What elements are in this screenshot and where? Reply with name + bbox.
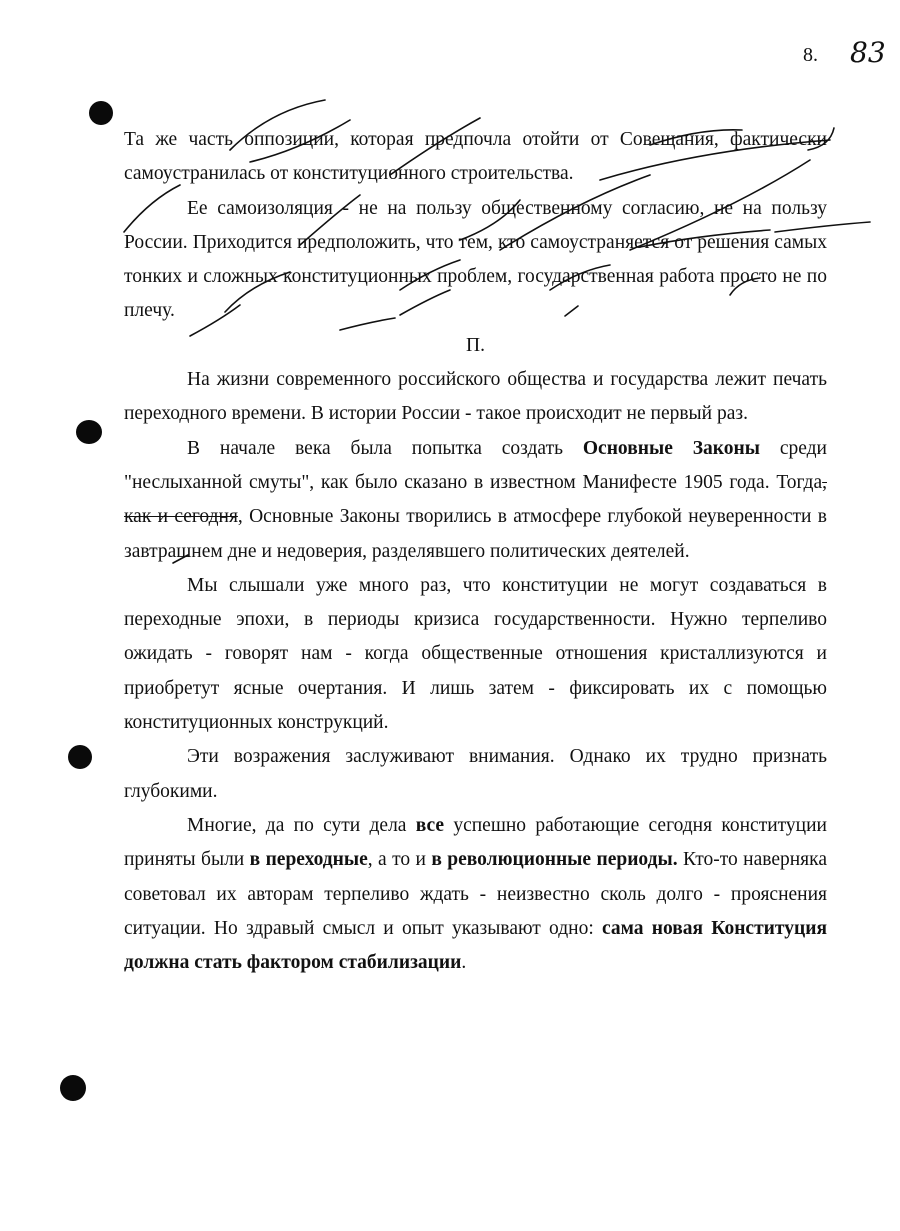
- handwritten-page-number: 83: [850, 36, 886, 69]
- bold-run: в революционные периоды.: [431, 849, 678, 871]
- document-body: [124, 123, 827, 980]
- paragraph-1: Та же часть оппозиции, которая предпочла отойти от Совещания, фактически самоустранилась от конституционного строительства.: [124, 129, 827, 185]
- page-number: 8.: [803, 44, 818, 66]
- text-run: среди "неслыханной смуты", как было сказано в известном Манифесте 1905 года. Тогда: [124, 437, 827, 493]
- text-run: .: [461, 952, 467, 974]
- paragraph-3: На жизни современного российского общества и государства лежит печать переходного времени. В истории России - такое происходит не первый раз.: [124, 369, 827, 425]
- text-run: Многие, да по сути дела: [187, 814, 416, 836]
- paragraph-5: Мы слышали уже много раз, что конституции не могут создаваться в переходные эпохи, в периоды кризиса государственности. Нужно терпеливо ожидать - говорят нам - когда общественные отношения кристаллизуются и приобретут ясные очертания. И лишь затем - фиксировать их с помощью конституционных конструкций.: [124, 574, 827, 734]
- paragraph-4: [124, 432, 827, 569]
- section-heading: П.: [466, 334, 485, 356]
- bold-run: сама новая Конституция должна стать фактором стабилизации: [124, 917, 827, 974]
- struck-run: , как и сегодня: [124, 471, 827, 528]
- bold-run: в переходные: [249, 849, 368, 871]
- paragraph-2: Ее самоизоляция - не на пользу общественному согласию, не на пользу России. Приходится предположить, что тем, кто самоустраняется от решения самых тонких и сложных конституционных проблем, государственная работа просто не по плечу.: [124, 197, 827, 322]
- text-run: успешно работающие сегодня конституции приняты были: [124, 814, 827, 871]
- paragraph-7: [124, 809, 827, 980]
- text-run: , а то и: [367, 849, 432, 871]
- paragraph-6: Эти возражения заслуживают внимания. Однако их трудно признать глубокими.: [124, 746, 827, 802]
- bold-run: все: [415, 814, 445, 836]
- text-run: Кто-то наверняка советовал их авторам терпеливо ждать - неизвестно сколь долго - прояснения ситуации. Но здравый смысл и опыт указывают одно:: [124, 849, 827, 939]
- bold-run: Основные Законы: [582, 437, 760, 459]
- text-run: В начале века была попытка создать: [187, 437, 583, 459]
- text-run: , Основные Законы творились в атмосфере глубокой неуверенности в завтрашнем дне и недоверия, разделявшего политических деятелей.: [124, 506, 827, 562]
